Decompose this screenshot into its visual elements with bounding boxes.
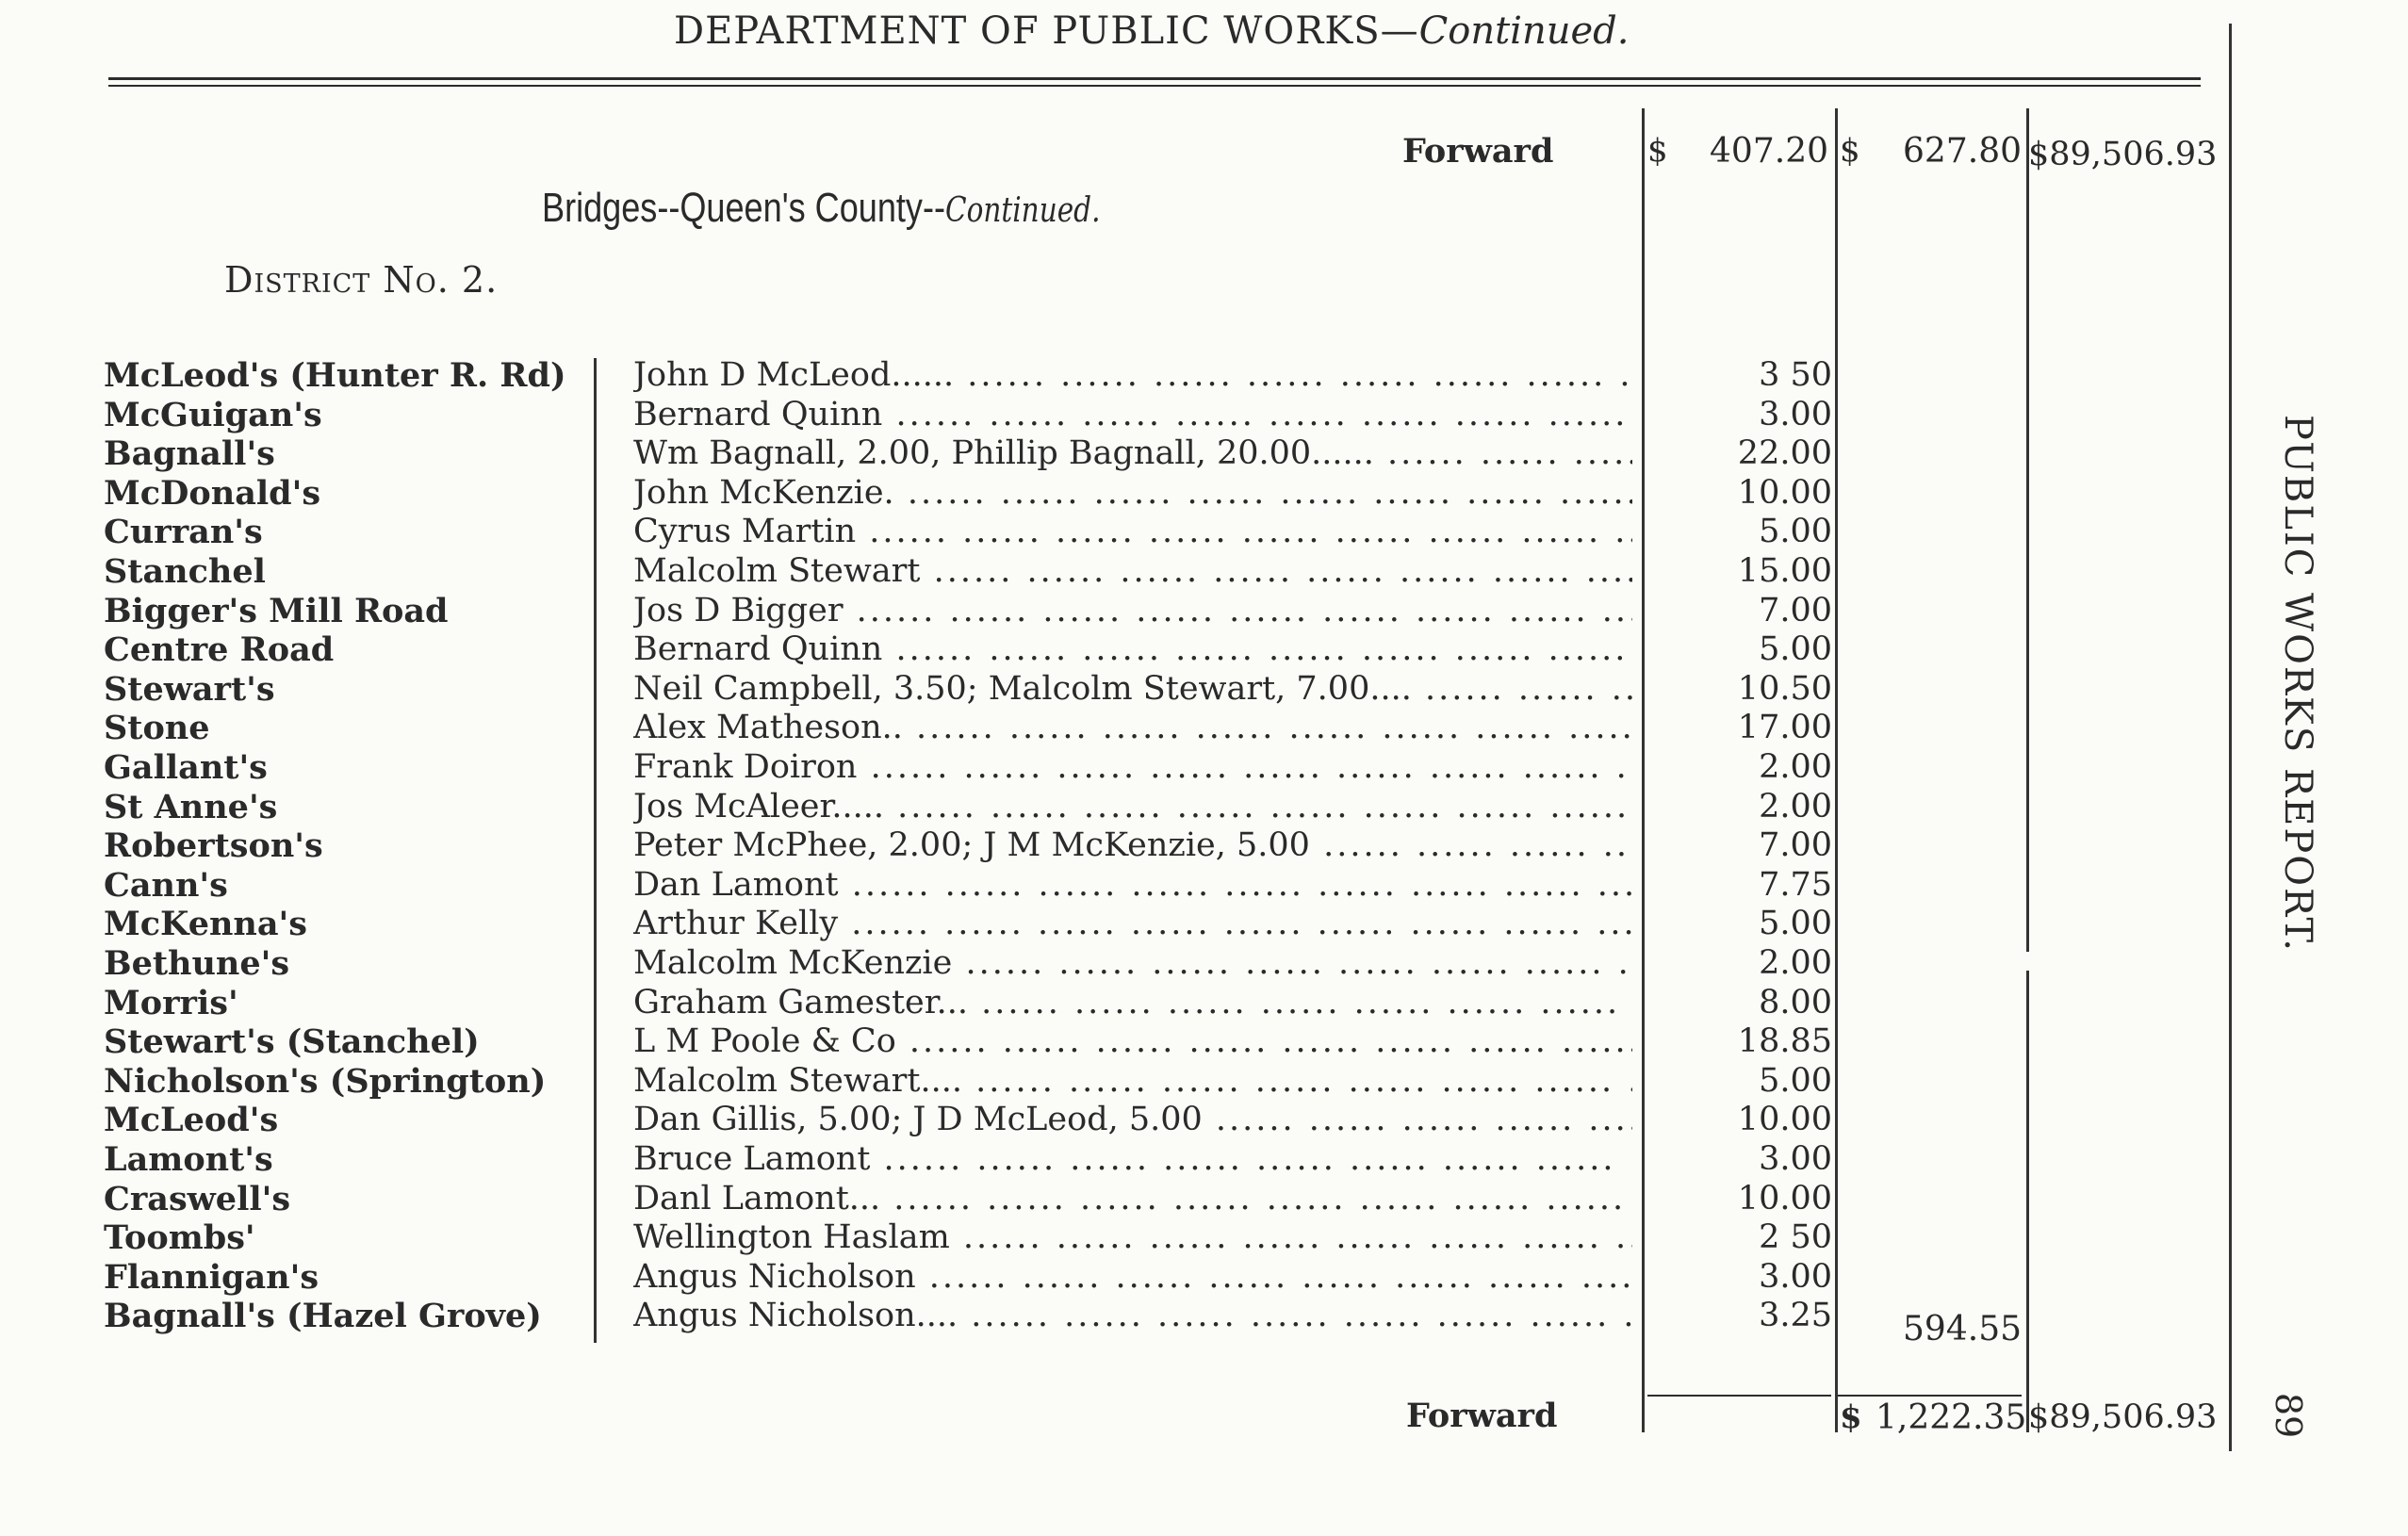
table-row <box>0 1180 2408 1219</box>
bridge-name: Stone <box>104 709 210 748</box>
table-row <box>0 709 2408 748</box>
table-row <box>0 670 2408 710</box>
forward-bottom-total: $89,506.93 <box>2028 1398 2218 1436</box>
bridge-name: Curran's <box>104 513 263 552</box>
bridge-name: Craswell's <box>104 1179 291 1218</box>
payee-name: Frank Doiron ..... <box>633 748 1632 788</box>
bridge-name: Centre Road <box>104 630 335 670</box>
subheading-italic: Continued. <box>945 191 1101 230</box>
amount-value: 2.00 <box>1759 748 1832 786</box>
amount-value: 3.00 <box>1759 1257 1832 1296</box>
bridge-name: Bigger's Mill Road <box>104 591 449 630</box>
table-row <box>0 513 2408 552</box>
table-row <box>0 984 2408 1023</box>
header-rule-bottom <box>108 85 2201 87</box>
payee-name: Alex Matheson.. ..... <box>633 709 1632 748</box>
header-title-italic: Continued. <box>1418 9 1630 53</box>
payee-name: Jos D Bigger ..... <box>633 592 1632 631</box>
amount-value: 3 50 <box>1759 356 1832 394</box>
payee-name: Jos McAleer..... ..... <box>633 788 1632 827</box>
amount-value: 10.00 <box>1737 1101 1832 1139</box>
payee-name: Bruce Lamont ..... <box>633 1140 1632 1180</box>
table-row <box>0 1022 2408 1062</box>
amount-value: 2 50 <box>1759 1218 1832 1257</box>
payee-name: Neil Campbell, 3.50; Malcolm Stewart, 7.00.... ..... <box>633 670 1632 710</box>
amount-value: 5.00 <box>1759 1061 1832 1100</box>
bridge-name: McDonald's <box>104 473 321 513</box>
amount-value: 18.85 <box>1737 1022 1832 1061</box>
amount-value: 2.00 <box>1759 944 1832 982</box>
amount-value: 5.00 <box>1759 513 1832 551</box>
amount-value: 10.00 <box>1737 1179 1832 1217</box>
section-subheading <box>542 185 1100 232</box>
bridge-name: Nicholson's (Springton) <box>104 1061 547 1101</box>
table-row <box>0 748 2408 788</box>
amount-value: 22.00 <box>1737 434 1832 473</box>
table-row <box>0 1101 2408 1140</box>
table-row <box>0 592 2408 631</box>
subheading-title: Bridges--Queen's County-- <box>542 185 946 231</box>
forward-top-label: Forward <box>1402 132 1554 171</box>
amount-value: 3.25 <box>1759 1297 1832 1335</box>
payee-name: John McKenzie. ..... <box>633 474 1632 514</box>
header-rule-top <box>108 77 2201 80</box>
table-row <box>0 866 2408 906</box>
forward-top-total: $89,506.93 <box>2028 136 2218 173</box>
forward-top-amount2: 627.80 <box>1903 132 2022 171</box>
bridge-name: Stanchel <box>104 552 266 591</box>
bridge-name: McLeod's <box>104 1101 279 1140</box>
forward-top-dollar1: $ <box>1647 132 1668 170</box>
bridge-name: Robertson's <box>104 826 323 866</box>
table-row <box>0 434 2408 474</box>
amount-value: 3.00 <box>1759 1140 1832 1178</box>
table-row <box>0 630 2408 670</box>
subtotal-amount: 594.55 <box>1903 1310 2022 1348</box>
payee-name: Bernard Quinn ..... <box>633 630 1632 670</box>
table-row <box>0 552 2408 592</box>
payee-name: Angus Nicholson ..... <box>633 1258 1632 1298</box>
payee-name: Wellington Haslam ..... <box>633 1218 1632 1258</box>
table-row <box>0 1218 2408 1258</box>
payee-name: Angus Nicholson.... ..... <box>633 1297 1632 1336</box>
payee-name: Danl Lamont... ..... <box>633 1180 1632 1219</box>
bridge-name: Bagnall's (Hazel Grove) <box>104 1297 542 1336</box>
payee-name: Cyrus Martin ..... <box>633 513 1632 552</box>
forward-bottom-dollar: $ <box>1840 1398 1862 1436</box>
bridge-name: McGuigan's <box>104 395 322 434</box>
table-row <box>0 944 2408 984</box>
payee-name: Graham Gamester... ..... <box>633 984 1632 1023</box>
payee-name: Malcolm McKenzie ..... <box>633 944 1632 984</box>
amount-value: 3.00 <box>1759 395 1832 433</box>
bridge-name: Stewart's <box>104 669 275 709</box>
table-row <box>0 1062 2408 1102</box>
amount-value: 17.00 <box>1737 709 1832 747</box>
bridge-name: Cann's <box>104 865 228 905</box>
table-row <box>0 1140 2408 1180</box>
bridge-name: Flannigan's <box>104 1257 319 1297</box>
amount-value: 5.00 <box>1759 905 1832 943</box>
district-heading: District No. 2. <box>224 259 499 301</box>
bridge-name: McKenna's <box>104 905 307 944</box>
bridge-name: Toombs' <box>104 1218 255 1258</box>
payee-name: Arthur Kelly ..... <box>633 905 1632 944</box>
payee-name: Bernard Quinn ..... <box>633 396 1632 435</box>
bridge-name: St Anne's <box>104 787 278 826</box>
amount-value: 10.50 <box>1737 669 1832 708</box>
amount-value: 15.00 <box>1737 552 1832 590</box>
bridge-name: Bagnall's <box>104 434 275 474</box>
table-row <box>0 396 2408 435</box>
payee-name: Wm Bagnall, 2.00, Phillip Bagnall, 20.00...... ..... <box>633 434 1632 474</box>
total-rule-1 <box>1647 1395 1831 1397</box>
amount-value: 10.00 <box>1737 473 1832 512</box>
side-running-title: PUBLIC WORKS REPORT. <box>2276 415 2319 953</box>
bridge-name: Morris' <box>104 983 238 1022</box>
payee-name: Dan Lamont ..... <box>633 866 1632 906</box>
amount-value: 8.00 <box>1759 983 1832 1021</box>
amount-value: 7.75 <box>1759 865 1832 904</box>
amount-value: 2.00 <box>1759 787 1832 825</box>
table-row <box>0 1297 2408 1336</box>
amount-value: 5.00 <box>1759 630 1832 669</box>
bridge-name: Bethune's <box>104 944 290 983</box>
forward-bottom-amount: 1,222.35 <box>1876 1398 2027 1437</box>
page-number: 89 <box>2268 1392 2309 1439</box>
bridge-name: Gallant's <box>104 748 268 787</box>
table-row <box>0 788 2408 827</box>
page-header <box>674 9 1629 53</box>
bridge-name: Lamont's <box>104 1140 273 1179</box>
bridge-name: McLeod's (Hunter R. Rd) <box>104 356 566 395</box>
table-row <box>0 474 2408 514</box>
total-rule-2 <box>1838 1395 2022 1397</box>
bridge-name: Stewart's (Stanchel) <box>104 1022 480 1062</box>
forward-top-amount1: 407.20 <box>1710 132 1828 171</box>
payee-name: John D McLeod...... ..... <box>633 356 1632 396</box>
table-row <box>0 826 2408 866</box>
payee-name: Dan Gillis, 5.00; J D McLeod, 5.00 ..... <box>633 1101 1632 1140</box>
forward-top-dollar2: $ <box>1840 132 1860 170</box>
payee-name: Peter McPhee, 2.00; J M McKenzie, 5.00 ..... <box>633 826 1632 866</box>
payee-name: Malcolm Stewart.... ..... <box>633 1062 1632 1102</box>
table-row <box>0 905 2408 944</box>
table-row <box>0 1258 2408 1298</box>
forward-bottom-label: Forward <box>1406 1397 1558 1435</box>
table-row <box>0 356 2408 396</box>
payee-name: Malcolm Stewart ..... <box>633 552 1632 592</box>
header-title: DEPARTMENT OF PUBLIC WORKS— <box>674 9 1419 53</box>
amount-value: 7.00 <box>1759 591 1832 629</box>
payee-name: L M Poole & Co ..... <box>633 1022 1632 1062</box>
amount-value: 7.00 <box>1759 826 1832 865</box>
